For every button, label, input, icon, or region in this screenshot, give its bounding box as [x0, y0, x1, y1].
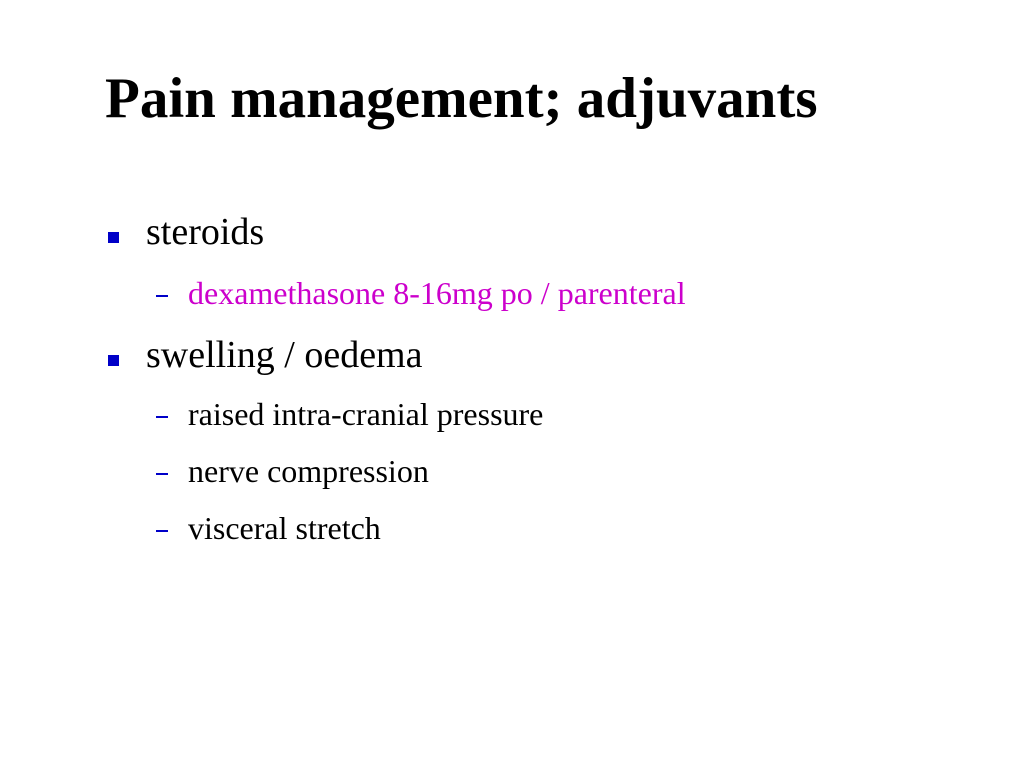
dash-bullet-icon [156, 416, 168, 418]
square-bullet-icon [108, 355, 119, 366]
square-bullet-icon [108, 232, 119, 243]
sub-bullet-text: raised intra-cranial pressure [188, 396, 544, 432]
sub-bullet-text: visceral stretch [188, 510, 381, 546]
dash-bullet-icon [156, 473, 168, 475]
bullet-text: swelling / oedema [146, 334, 423, 376]
sub-bullet-text: nerve compression [188, 453, 429, 489]
dash-bullet-icon [156, 295, 168, 297]
dash-bullet-icon [156, 530, 168, 532]
slide-title: Pain management; adjuvants [105, 67, 818, 130]
bullet-text: steroids [146, 211, 265, 253]
sub-bullet-text: dexamethasone 8-16mg po / parenteral [188, 275, 686, 311]
